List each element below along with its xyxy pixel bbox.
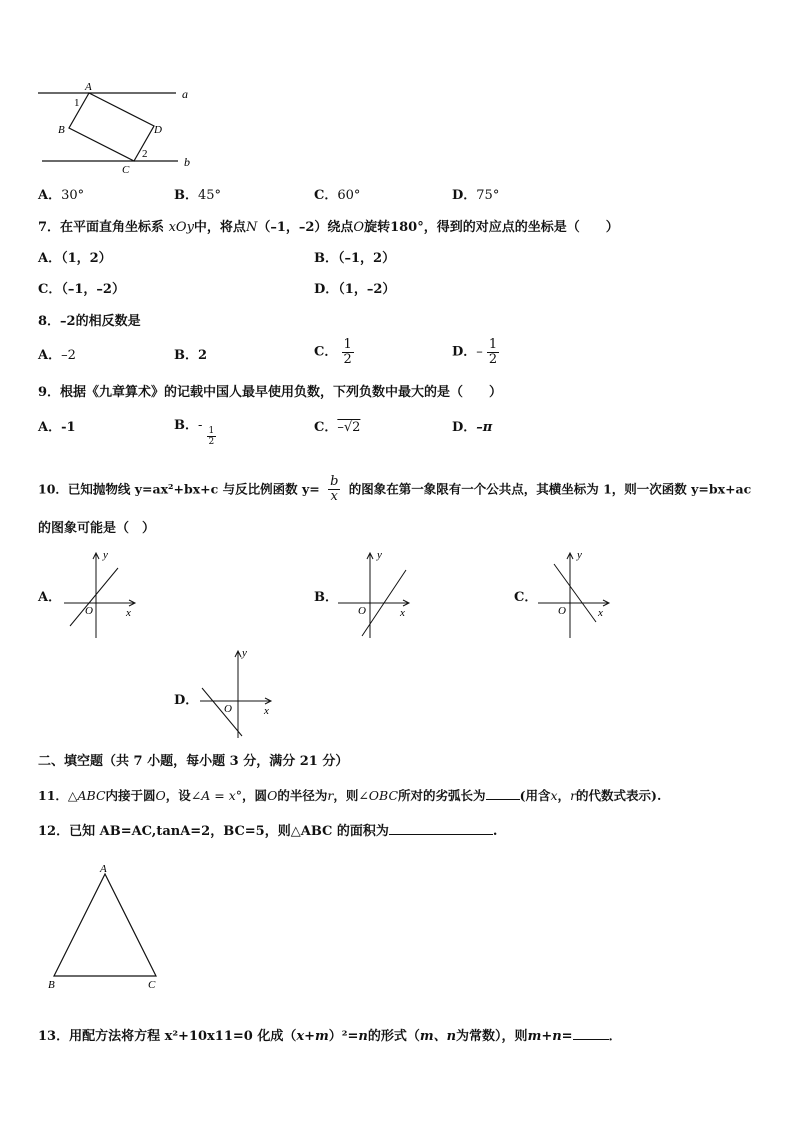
q11-var-x: x	[550, 788, 558, 803]
option-letter: B．	[174, 348, 198, 363]
q10-option-a-letter	[38, 590, 61, 606]
q7-text: 中，将点	[193, 220, 246, 235]
option-letter: B．	[174, 188, 198, 203]
option-text: （1，2）	[61, 251, 112, 266]
fraction-numerator: 1	[208, 426, 215, 436]
option-text: 30°	[61, 188, 85, 203]
label-C: C	[122, 164, 130, 176]
option-letter: A．	[38, 188, 62, 203]
label-a: a	[182, 87, 188, 101]
q7-xoy: xOy	[168, 220, 194, 235]
fraction-one-half	[487, 338, 499, 367]
option-text: –√2	[337, 420, 361, 435]
q12-text: 12．已知 AB=AC,tanA=2，BC=5，则△ABC 的面积为	[38, 824, 389, 839]
answer-blank[interactable]	[573, 1027, 609, 1040]
option-text: –π	[476, 420, 493, 435]
q13-text: 的形式（	[367, 1029, 420, 1044]
q13-text: ．	[608, 1029, 622, 1044]
label-A: A	[100, 863, 107, 875]
parallel-lines-rectangle-figure	[36, 80, 206, 180]
option-text: 75°	[476, 188, 500, 203]
q11-circle-o: O	[267, 788, 278, 803]
q11-text: 的半径为	[277, 788, 328, 803]
fraction-denominator: x	[330, 489, 338, 504]
option-text: （–1，2）	[338, 251, 396, 266]
label-B: B	[48, 979, 55, 990]
option-letter: C．	[38, 282, 62, 297]
label-2: 2	[142, 148, 148, 160]
q9-stem	[38, 385, 502, 401]
q10-line1	[38, 475, 751, 504]
q11-text: (用含	[519, 788, 551, 803]
option-letter: D．	[174, 693, 199, 708]
q9-option-b	[174, 418, 216, 447]
q7-text: （–1，–2）绕点	[257, 220, 354, 235]
q7-option-d	[314, 282, 395, 298]
option-letter: D．	[452, 344, 477, 360]
q13-expr-xm: x+m	[296, 1029, 329, 1044]
option-text: 2	[198, 348, 208, 363]
option-letter: C．	[314, 420, 338, 435]
q11-triangle: △ABC	[67, 788, 106, 803]
option-letter: B．	[314, 590, 338, 605]
axis-label-y: y	[103, 549, 108, 561]
label-b: b	[184, 155, 190, 169]
section-title	[38, 754, 348, 770]
q6-option-c	[314, 188, 360, 204]
q9-option-d	[452, 420, 492, 436]
origin-label: O	[224, 703, 232, 715]
option-letter: D．	[452, 188, 477, 203]
q8-option-d	[452, 338, 499, 367]
option-letter: A．	[38, 348, 62, 363]
fraction-numerator: 1	[343, 337, 352, 352]
q10-option-d-letter	[174, 693, 198, 709]
option-text: -1	[61, 420, 76, 435]
q11-angle-obc: ∠OBC	[358, 788, 399, 803]
fraction-one-half-small	[207, 426, 217, 447]
q11-text: 的代数式表示).	[576, 788, 662, 803]
fraction-denominator: 2	[208, 437, 215, 447]
option-text: （1，–2）	[338, 282, 396, 297]
option-letter: A．	[38, 420, 62, 435]
q10-graph-c	[534, 546, 618, 642]
axis-label-y: y	[242, 647, 247, 659]
fraction-denominator: 2	[488, 352, 498, 367]
answer-blank[interactable]	[389, 822, 493, 835]
q13-text: =	[561, 1029, 573, 1044]
q13-stem	[38, 1027, 622, 1045]
q11-var-r: r	[570, 788, 577, 803]
fraction-one-half	[342, 338, 354, 367]
origin-label: O	[558, 605, 566, 617]
q10-text: 10．已知抛物线 y=ax²+bx+c 与反比例函数 y=	[38, 481, 320, 497]
label-1: 1	[74, 97, 80, 109]
origin-label: O	[358, 605, 366, 617]
answer-blank[interactable]	[486, 787, 520, 800]
option-text: 45°	[198, 188, 222, 203]
q7-text: 旋转180°，得到的对应点的坐标是（ ）	[364, 220, 619, 235]
q13-text: 为常数），则	[456, 1029, 528, 1044]
option-letter: B．	[314, 251, 338, 266]
q11-text: ，则	[333, 788, 359, 803]
option-letter: C．	[514, 590, 538, 605]
q11-text: ，设	[165, 788, 191, 803]
q11-stem	[38, 787, 661, 804]
option-text: 60°	[337, 188, 361, 203]
q13-text: 13．用配方法将方程 x²+10x11=0 化成（	[38, 1029, 297, 1044]
q11-text: 11．	[38, 788, 68, 803]
axis-label-x: x	[126, 607, 131, 619]
q7-option-b	[314, 251, 395, 267]
option-text: （–1，–2）	[61, 282, 125, 297]
q7-option-a	[38, 251, 112, 267]
q12-stem	[38, 822, 497, 840]
q6-option-d	[452, 188, 499, 204]
label-C: C	[148, 979, 156, 990]
option-letter: A．	[38, 251, 62, 266]
minus-sign: –	[476, 344, 483, 360]
q10-text: 的图象在第一象限有一个公共点，其横坐标为 1，则一次函数 y=bx+ac	[348, 481, 752, 497]
q10-graph-b	[334, 546, 418, 642]
q8-option-a	[38, 348, 76, 364]
axis-label-y: y	[577, 549, 582, 561]
minus-sign: -	[198, 418, 203, 433]
label-D: D	[154, 124, 162, 136]
section-title-text: 二、填空题（共 7 小题，每小题 3 分，满分 21 分）	[38, 754, 349, 769]
option-letter: D．	[452, 420, 477, 435]
q11-text: ，圆	[242, 788, 268, 803]
q13-expr-sum: m+n	[527, 1029, 562, 1044]
option-letter: D．	[314, 282, 339, 297]
fraction-numerator: 1	[488, 337, 498, 352]
graph-line	[202, 688, 242, 736]
q13-vars-mn: m、n	[419, 1029, 457, 1044]
triangle-abc	[54, 874, 156, 976]
q11-text: 所对的劣弧长为	[398, 788, 486, 803]
q10-text: 的图象可能是（ ）	[38, 521, 156, 536]
q8-option-b	[174, 348, 207, 364]
q11-text: ，	[557, 788, 571, 803]
q7-point-n: N	[245, 220, 258, 235]
axis-label-x: x	[264, 705, 269, 717]
label-B: B	[58, 124, 65, 136]
q13-text: ）²=	[328, 1029, 359, 1044]
q9-text: 9．根据《九章算术》的记载中国人最早使用负数，下列负数中最大的是（ ）	[38, 385, 503, 400]
q9-option-c	[314, 420, 360, 436]
option-letter: B．	[174, 418, 198, 433]
q13-var-n: n	[358, 1029, 368, 1044]
axis-label-y: y	[377, 549, 382, 561]
origin-label: O	[85, 605, 93, 617]
q10-graph-d	[196, 646, 280, 742]
option-letter: C．	[314, 344, 338, 360]
q10-line2	[38, 521, 155, 537]
q10-graph-a	[60, 546, 144, 642]
fraction-b-over-x	[328, 475, 340, 504]
q8-stem	[38, 314, 141, 330]
option-letter: A．	[38, 590, 62, 605]
q11-circle-o: O	[155, 788, 166, 803]
axis-label-x: x	[598, 607, 603, 619]
option-letter: C．	[314, 188, 338, 203]
fraction-numerator: b	[330, 474, 339, 489]
q7-point-o: O	[353, 220, 365, 235]
q12-triangle-figure	[44, 862, 168, 990]
label-A: A	[85, 81, 92, 93]
q8-option-c	[314, 338, 354, 367]
q12-text: .	[492, 824, 498, 839]
q6-option-a	[38, 188, 84, 204]
q11-angle: ∠A = x°	[190, 788, 243, 803]
q8-text: 8．–2的相反数是	[38, 314, 141, 329]
q11-radius: r	[327, 788, 334, 803]
q9-option-a	[38, 420, 76, 436]
q7-option-c	[38, 282, 125, 298]
fraction-denominator: 2	[343, 352, 352, 367]
q11-text: 内接于圆	[105, 788, 156, 803]
option-text: –2	[61, 348, 76, 363]
q7-stem	[38, 220, 619, 236]
q7-text: 7．在平面直角坐标系	[38, 220, 165, 235]
q6-option-b	[174, 188, 221, 204]
graph-line	[70, 568, 118, 626]
axis-label-x: x	[400, 607, 405, 619]
